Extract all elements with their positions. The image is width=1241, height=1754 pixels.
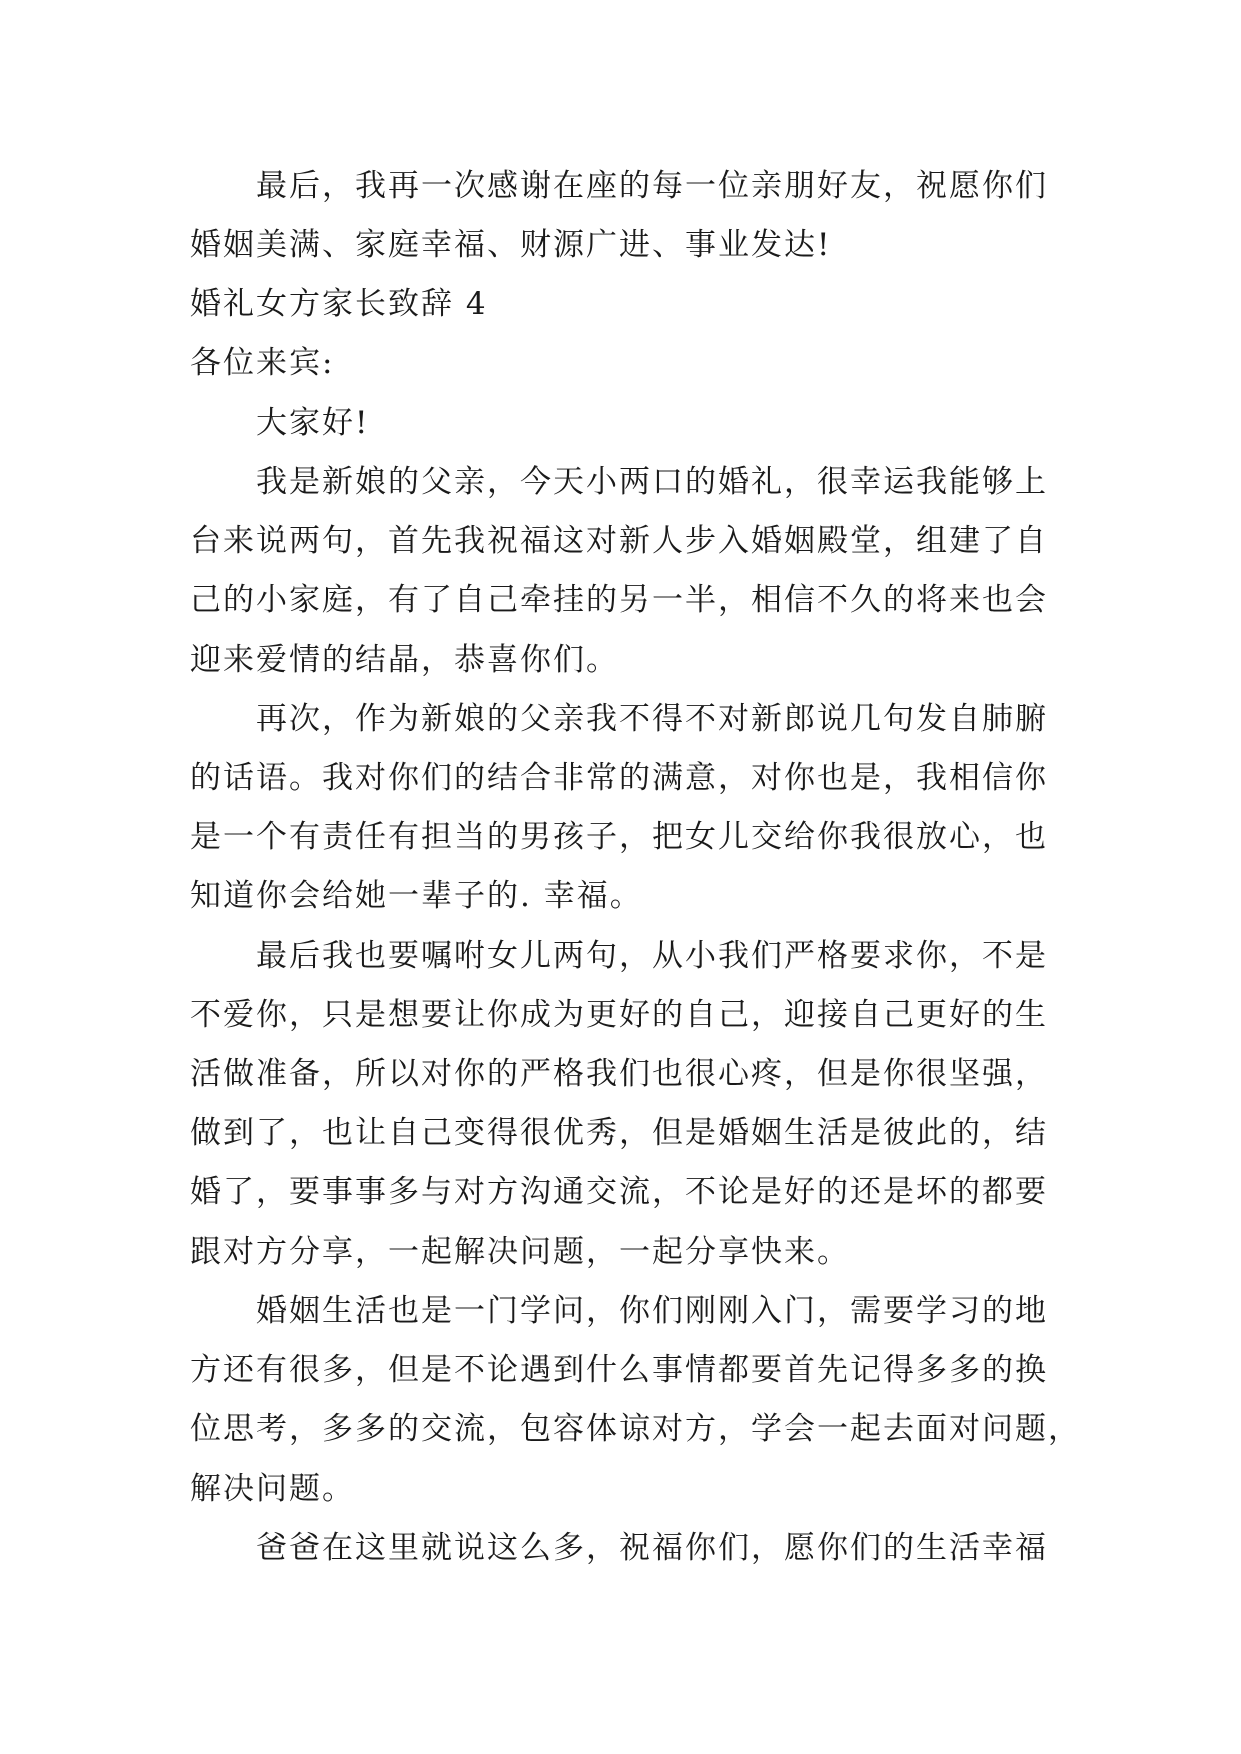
- text-line: 不爱你，只是想要让你成为更好的自己，迎接自己更好的生: [190, 997, 1048, 1033]
- text-line: 位思考，多多的交流，包容体谅对方，学会一起去面对问题，: [190, 1411, 1081, 1447]
- text-line: 爸爸在这里就说这么多，祝福你们，愿你们的生活幸福: [256, 1530, 1048, 1566]
- text-line: 台来说两句，首先我祝福这对新人步入婚姻殿堂，组建了自: [190, 523, 1048, 559]
- text-line: 我是新娘的父亲，今天小两口的婚礼，很幸运我能够上: [256, 464, 1048, 500]
- text-line: 最后我也要嘱咐女儿两句，从小我们严格要求你，不是: [256, 938, 1048, 974]
- greeting: 大家好!: [256, 405, 370, 441]
- text-line: 婚姻美满、家庭幸福、财源广进、事业发达!: [190, 227, 832, 263]
- text-line: 的话语。我对你们的结合非常的满意，对你也是，我相信你: [190, 760, 1048, 796]
- text-line: 是一个有责任有担当的男孩子，把女儿交给你我很放心，也: [190, 819, 1048, 855]
- text-line: 方还有很多，但是不论遇到什么事情都要首先记得多多的换: [190, 1352, 1048, 1388]
- text-line: 活做准备，所以对你的严格我们也很心疼，但是你很坚强，: [190, 1056, 1048, 1092]
- text-line: 跟对方分享，一起解决问题，一起分享快来。: [190, 1234, 850, 1270]
- text-line: 迎来爱情的结晶，恭喜你们。: [190, 642, 619, 678]
- text-line: 婚姻生活也是一门学问，你们刚刚入门，需要学习的地: [256, 1293, 1048, 1329]
- text-line: 知道你会给她一辈子的. 幸福。: [190, 878, 643, 914]
- salutation: 各位来宾:: [190, 345, 335, 381]
- text-line: 最后，我再一次感谢在座的每一位亲朋好友，祝愿你们: [256, 168, 1048, 204]
- text-line: 婚了，要事事多与对方沟通交流，不论是好的还是坏的都要: [190, 1174, 1048, 1210]
- section-title: 婚礼女方家长致辞 4: [190, 286, 488, 322]
- text-line: 解决问题。: [190, 1471, 355, 1507]
- text-line: 己的小家庭，有了自己牵挂的另一半，相信不久的将来也会: [190, 582, 1048, 618]
- text-line: 做到了，也让自己变得很优秀，但是婚姻生活是彼此的，结: [190, 1115, 1048, 1151]
- text-line: 再次，作为新娘的父亲我不得不对新郎说几句发自肺腑: [256, 701, 1048, 737]
